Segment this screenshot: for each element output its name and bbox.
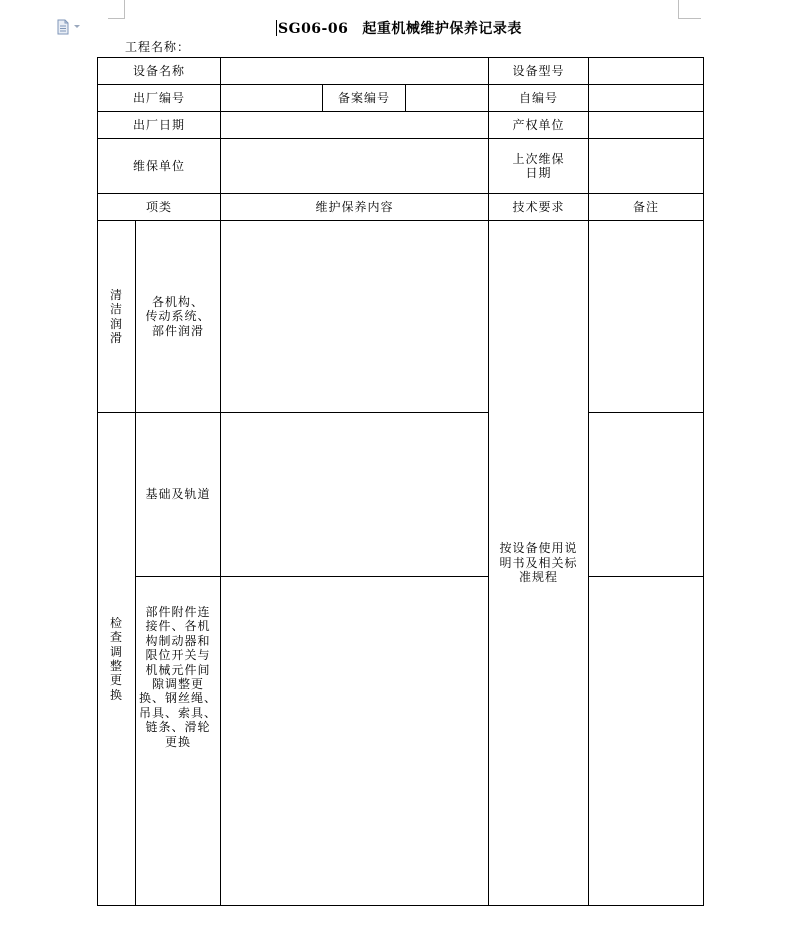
item-line: 各机构、 [152,294,205,309]
requirement-header: 技术要求 [489,194,589,221]
last-maintenance-date-field[interactable] [589,139,704,194]
title-text: 起重机械维护保养记录表 [362,21,522,37]
item-line: 链条、滑轮 [145,720,211,735]
property-unit-label: 产权单位 [489,112,589,139]
chevron-down-icon [74,25,80,28]
title-code: SG06-06 [278,21,349,37]
category-char: 更 [109,673,123,688]
filing-number-field[interactable] [406,85,489,112]
document-menu-button[interactable] [57,19,83,35]
item-line: 换、钢丝绳、 [139,691,218,706]
last-maintenance-date-label [489,139,589,194]
equipment-model-field[interactable] [589,58,704,85]
category-char: 润 [109,316,123,331]
item-lubrication [136,221,221,413]
content-field-lubrication[interactable] [221,221,489,413]
item-line: 机械元件间 [145,662,211,677]
technical-requirement-cell [489,221,589,906]
equipment-name-label: 设备名称 [98,58,221,85]
last-maintenance-label-line: 日期 [525,166,552,180]
factory-number-label: 出厂编号 [98,85,221,112]
item-components-replacement [136,577,221,906]
item-line: 限位开关与 [145,648,211,663]
document-icon [57,19,83,35]
category-char: 检 [109,615,123,630]
category-char: 滑 [109,330,123,345]
remark-field-lubrication[interactable] [589,221,704,413]
requirement-line: 明书及相关标 [499,555,578,570]
category-char: 换 [109,687,123,702]
page-title [276,18,522,38]
item-line: 构制动器和 [145,633,211,648]
item-line: 接件、各机 [145,619,211,634]
item-line: 部件附件连 [145,605,211,619]
content-field-foundation-track[interactable] [221,413,489,577]
category-char: 调 [109,644,123,659]
maintenance-unit-field[interactable] [221,139,489,194]
item-line: 更换 [165,734,192,749]
category-char: 查 [109,630,123,645]
text-cursor [276,20,277,36]
remark-field-foundation-track[interactable] [589,413,704,577]
content-header: 维护保养内容 [221,194,489,221]
category-char: 洁 [109,302,123,317]
item-line: 传动系统、 [145,309,211,324]
filing-number-label: 备案编号 [323,85,406,112]
maintenance-record-table [97,57,704,906]
category-char: 整 [109,659,123,673]
item-line: 隙调整更 [152,676,205,691]
content-field-components-replacement[interactable] [221,577,489,906]
category-inspection-adjustment [98,413,136,906]
item-line: 吊具、索具、 [139,705,218,720]
equipment-name-field[interactable] [221,58,489,85]
requirement-line: 按设备使用说 [499,541,578,556]
factory-number-field[interactable] [221,85,323,112]
equipment-model-label: 设备型号 [489,58,589,85]
category-header: 项类 [98,194,221,221]
item-line: 基础及轨道 [145,487,211,502]
remarks-header: 备注 [589,194,704,221]
maintenance-unit-label: 维保单位 [98,139,221,194]
category-cleaning-lubrication [98,221,136,413]
remark-field-components-replacement[interactable] [589,577,704,906]
item-foundation-track [136,413,221,577]
self-number-field[interactable] [589,85,704,112]
page-corner-mark-left [108,0,125,19]
last-maintenance-label-line: 上次维保 [512,151,565,166]
self-number-label: 自编号 [489,85,589,112]
factory-date-field[interactable] [221,112,489,139]
page-corner-mark-right [678,0,701,19]
requirement-line: 准规程 [519,570,559,585]
project-name-label: 工程名称： [125,40,191,54]
category-char: 清 [109,287,123,302]
item-line: 部件润滑 [152,323,205,338]
property-unit-field[interactable] [589,112,704,139]
factory-date-label: 出厂日期 [98,112,221,139]
